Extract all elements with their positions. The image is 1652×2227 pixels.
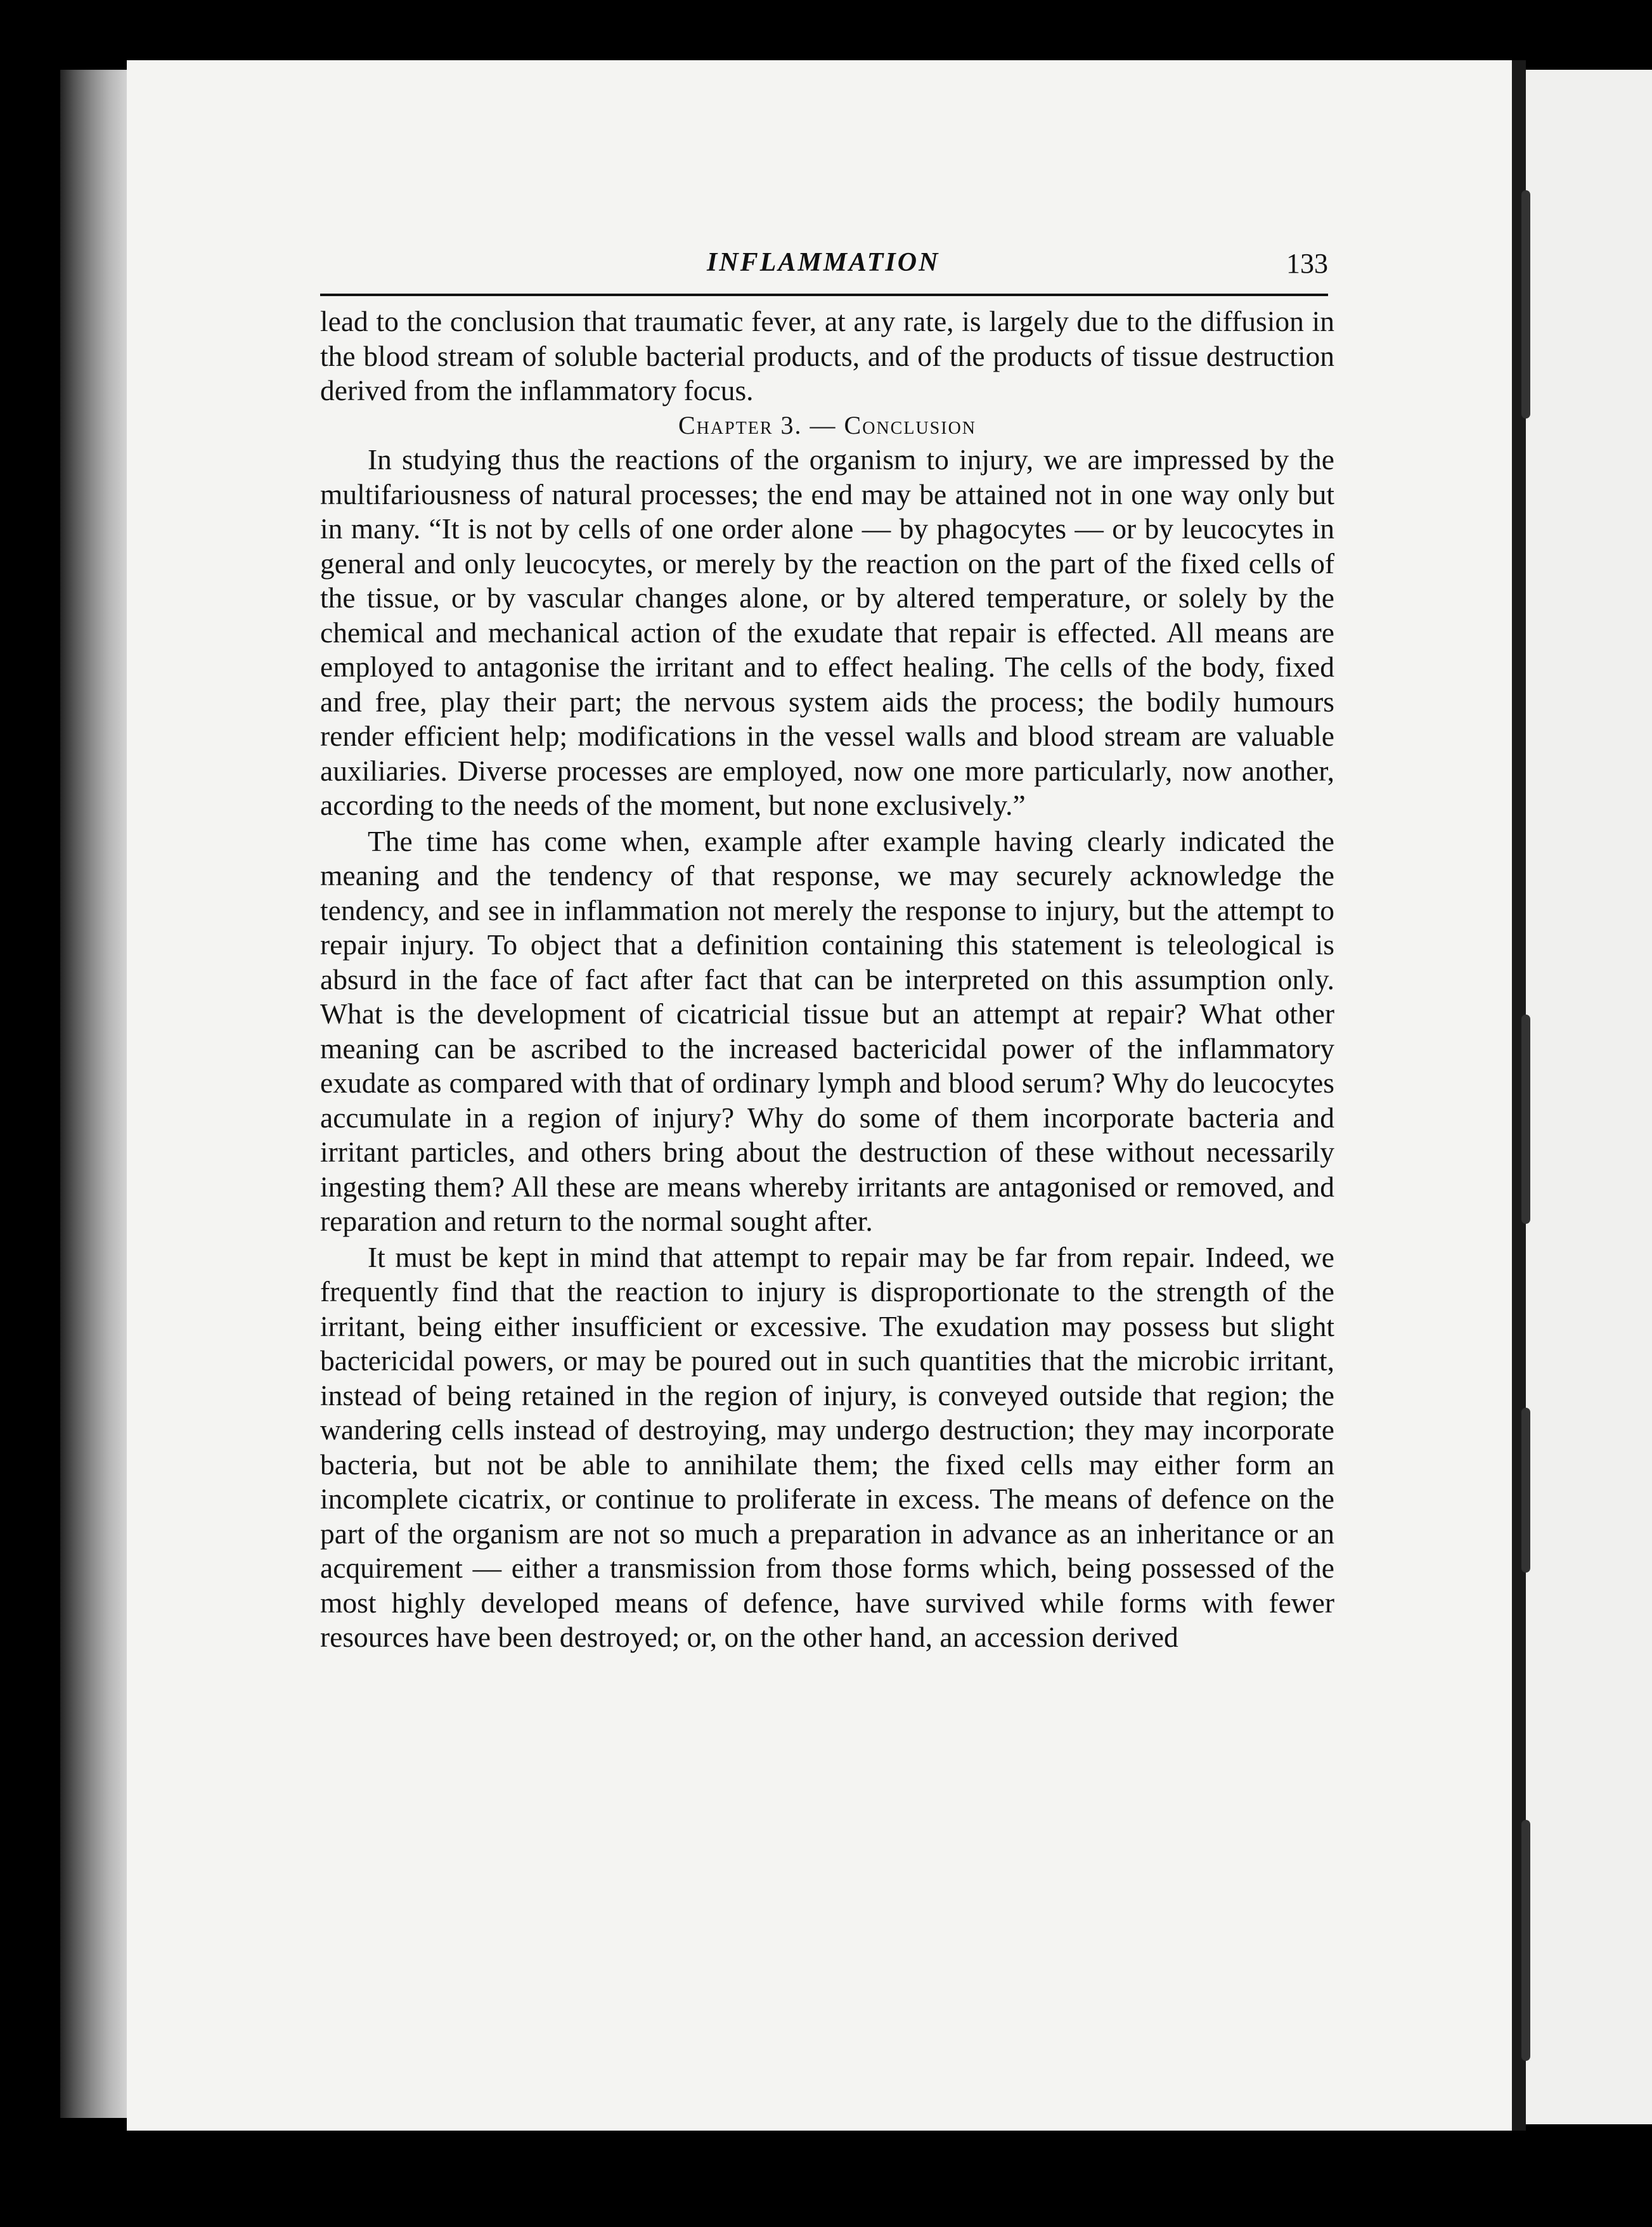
paragraph: The time has come when, example after example having clearly indicated the meaning and the tendency of that response, we may securely acknowledge the tendency, and see in inflammation not merely the response to injury, but the attempt to repair injury. To object that a definition containing this statement is teleological is absurd in the face of fact after fact that can be interpreted on this assumption only. What is the development of cicatricial tissue but an attempt at repair? What other meaning can be ascribed to the increased bactericidal power of the inflammatory exudate as compared with that of ordinary lymph and blood serum? Why do leucocytes accumulate in a region of injury? Why do some of them incorporate bacteria and irritant particles, and others bring about the destruction of these without necessarily ingesting them? All these are means whereby irritants are antagonised or removed, and reparation and return to the normal sought after.: [320, 824, 1334, 1237]
book-gutter: [60, 70, 130, 2118]
page-number: 133: [1286, 248, 1328, 279]
body-text: [320, 304, 1334, 1655]
page-header: [320, 247, 1328, 292]
running-head: INFLAMMATION: [707, 248, 940, 277]
binding-mark: [1521, 1408, 1530, 1573]
binding-mark: [1521, 1015, 1530, 1224]
header-rule: [320, 294, 1328, 296]
binding-mark: [1521, 1820, 1530, 2061]
chapter-heading: Chapter 3. — Conclusion: [678, 410, 977, 439]
paragraph: In studying thus the reactions of the organism to injury, we are impressed by the multifariousness of natural processes; the end may be attained not in one way only but in many. “It is not by cells of one order alone — by phagocytes — or by leucocytes in general and only leucocytes, or merely by the reaction on the part of the fixed cells of the tissue, or by vascular changes alone, or by altered temperature, or solely by the chemical and mechanical action of the exudate that repair is effected. All means are employed to antagonise the irritant and to effect healing. The cells of the body, fixed and free, play their part; the nervous system aids the process; the bodily humours render efficient help; modifications in the vessel walls and blood stream are valuable auxiliaries. Diverse processes are employed, now one more particularly, now another, according to the needs of the moment, but none exclusively.”: [320, 443, 1334, 821]
continued-paragraph: lead to the conclusion that traumatic fever, at any rate, is largely due to the diffusion in the blood stream of soluble bacterial products, and of the products of tissue destruction derived from the inflammatory focus.: [320, 305, 1334, 406]
binding-mark: [1521, 190, 1530, 419]
facing-page-edge: [1526, 70, 1652, 2124]
paragraph: It must be kept in mind that attempt to repair may be far from repair. Indeed, we frequently find that the reaction to injury is disproportionate to the strength of the irritant, being either insufficient or excessive. The exudation may possess but slight bactericidal powers, or may be poured out in such quantities that the microbic irritant, instead of being retained in the region of injury, is conveyed outside that region; the wandering cells instead of destroying, may undergo destruction; they may incorporate bacteria, but not be able to annihilate them; the fixed cells may either form an incomplete cicatrix, or continue to proliferate in excess. The means of defence on the part of the organism are not so much a preparation in advance as an inheritance or an acquirement — either a transmission from those forms which, being possessed of the most highly developed means of defence, have survived while forms with fewer resources have been destroyed; or, on the other hand, an accession derived: [320, 1240, 1334, 1653]
